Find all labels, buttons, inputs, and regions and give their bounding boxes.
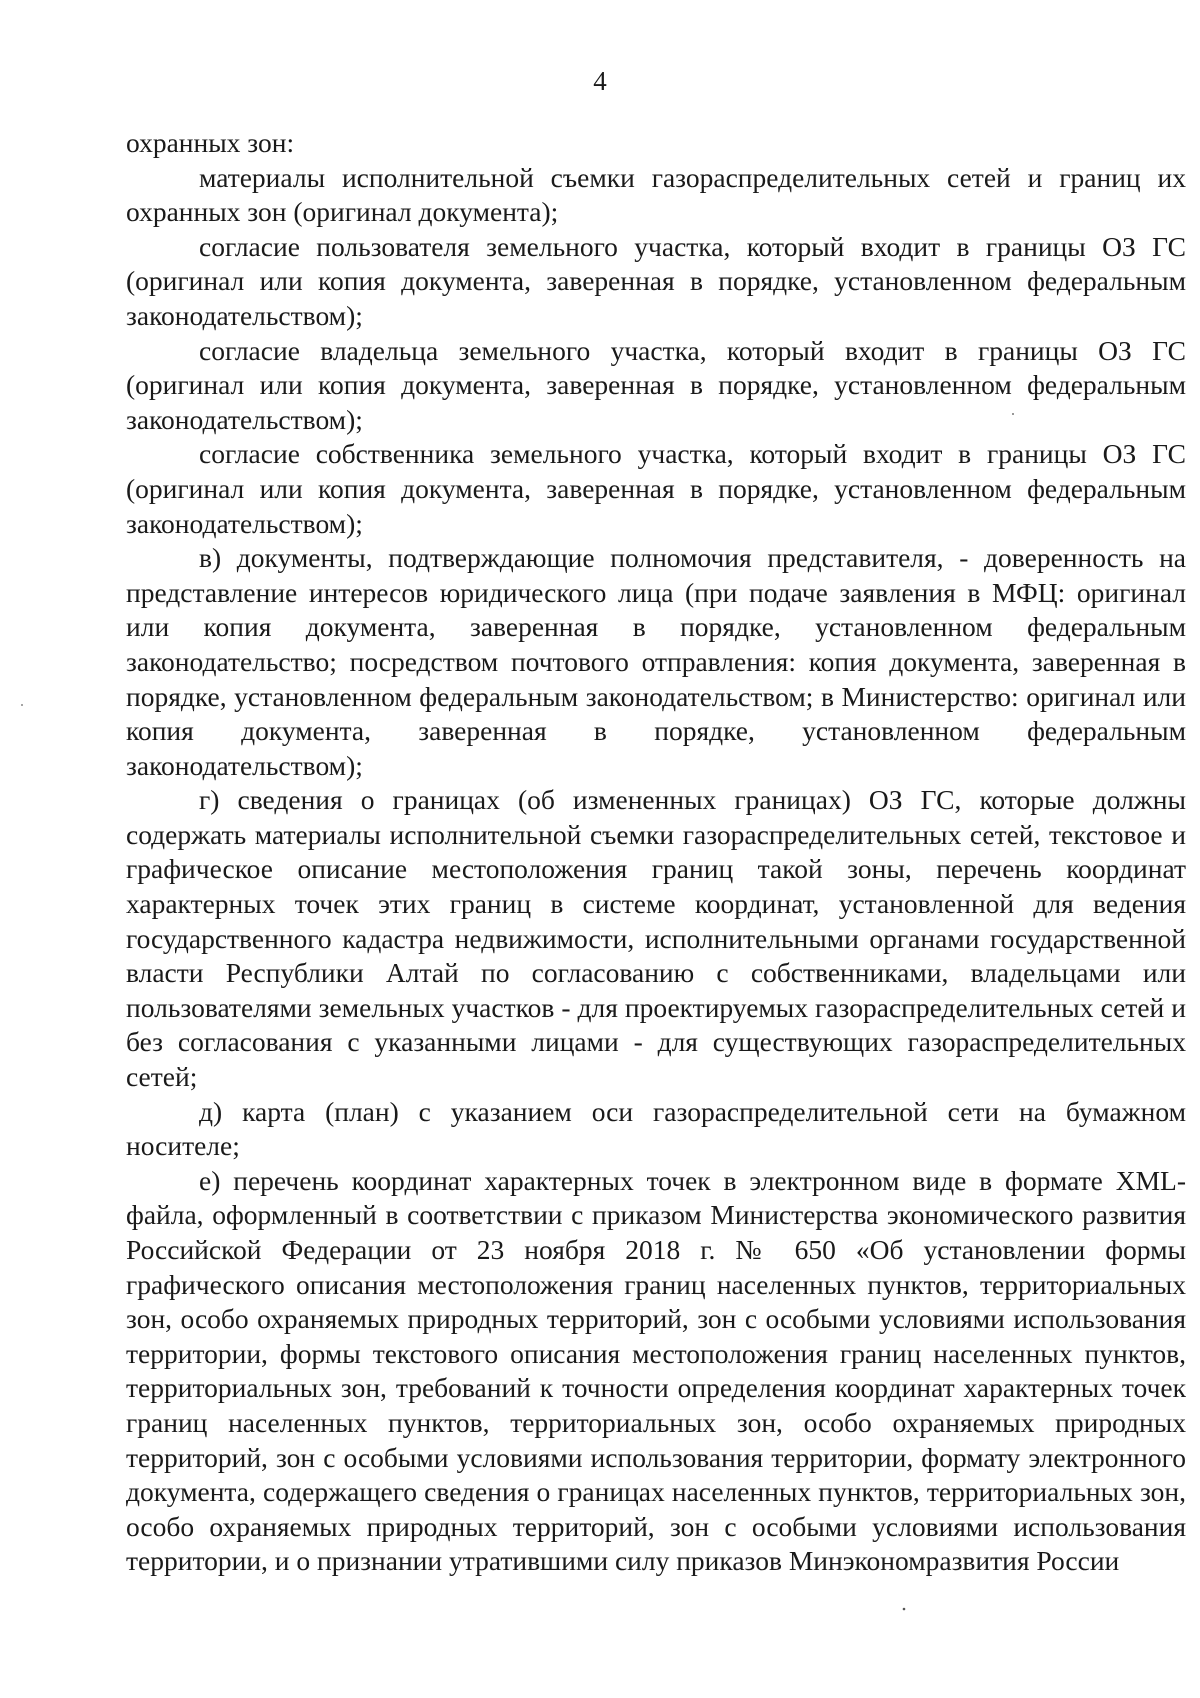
paragraph-item-e: е) перечень координат характерных точек в электронном виде в формате XML-файла, оформленный в соответствии с приказом Министерства экономического развития Российской Федерации от 23 ноября 2018 г. № 650 «Об установлении формы графического описания местоположения границ населенных пунктов, территориальных зон, особо охраняемых природных территорий, зон с особыми условиями использования территории, формы текстового описания местоположения границ населенных пунктов, территориальных зон, требований к точности определения координат характерных точек границ населенных пунктов, территориальных зон, особо охраняемых природных территорий, зон с особыми условиями использования территории, формату электронного документа, содержащего сведения о границах населенных пунктов, территориальных зон, особо охраняемых природных территорий, зон с особыми условиями использования территории, и о признании утратившими силу приказов Минэкономразвития России — [126, 1164, 1186, 1577]
paragraph-owner-consent: согласие собственника земельного участка, который входит в границы ОЗ ГС (оригинал или копия документа, заверенная в порядке, установленном федеральным законодательством); — [126, 438, 1186, 539]
paragraph-item-g: г) сведения о границах (об измененных границах) ОЗ ГС, которые должны содержать материалы исполнительной съемки газораспределительных сетей, текстовое и графическое описание местоположения границ такой зоны, перечень координат характерных точек этих границ в системе координат, установленной для ведения государственного кадастра недвижимости, исполнительными органами государственной власти Республики Алтай по согласованию с собственниками, владельцами или пользователями земельных участков - для проектируемых газораспределительных сетей и без согласования с указанными лицами - для существующих газораспределительных сетей; — [126, 784, 1186, 1093]
paragraph-holder-consent: согласие владельца земельного участка, который входит в границы ОЗ ГС (оригинал или копия документа, заверенная в порядке, установленном федеральным законодательством); — [126, 334, 1186, 435]
paragraph-continuation: охранных зон: — [126, 127, 295, 158]
paragraph-item-v: в) документы, подтверждающие полномочия представителя, - доверенность на представление интересов юридического лица (при подаче заявления в МФЦ: оригинал или копия документа, заверенная в порядке, установленном федеральным законодательство; посредством почтового отправления: копия документа, заверенная в порядке, установленном федеральным законодательством; в Министерство: оригинал или копия документа, заверенная в порядке, установленном федеральным законодательством); — [126, 542, 1186, 781]
paragraph-user-consent: согласие пользователя земельного участка, который входит в границы ОЗ ГС (оригинал или копия документа, заверенная в порядке, установленном федеральным законодательством); — [126, 230, 1186, 331]
paragraph-survey-materials: материалы исполнительной съемки газораспределительных сетей и границ их охранных зон (оригинал документа); — [126, 161, 1186, 228]
document-body — [126, 126, 1186, 1579]
paragraph-item-d: д) карта (план) с указанием оси газораспределительной сети на бумажном носителе; — [126, 1095, 1186, 1162]
page-number: 4 — [593, 66, 607, 96]
